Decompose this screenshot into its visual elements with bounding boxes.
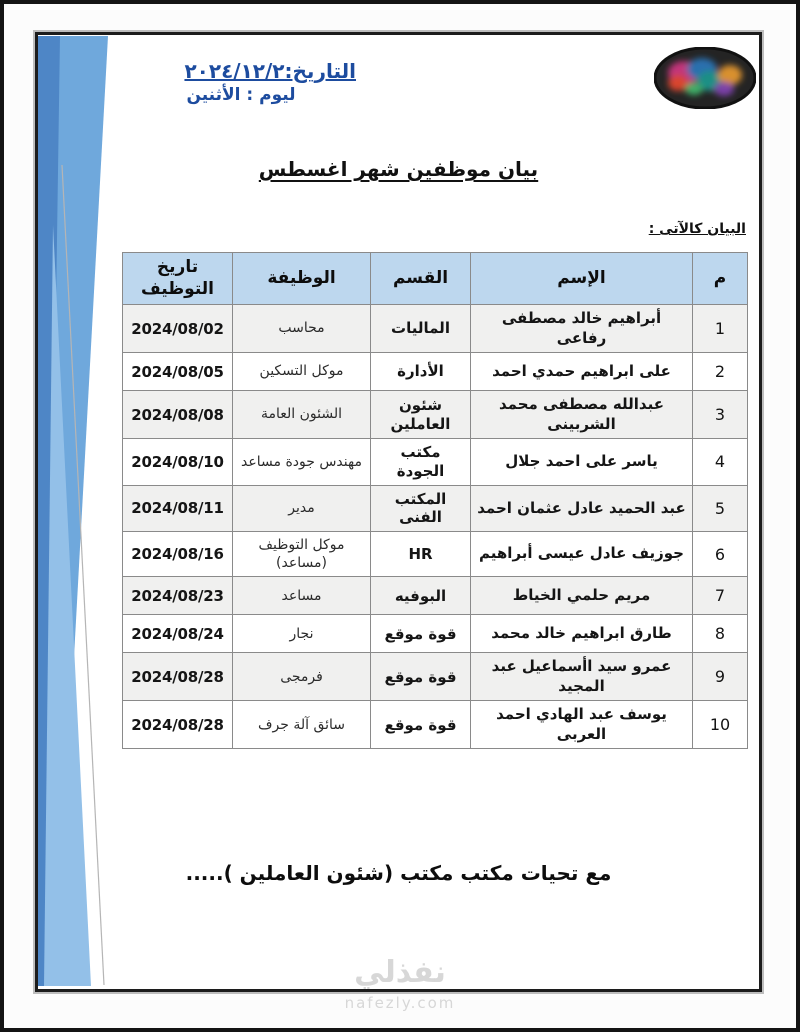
day-line: ليوم : الأثنين — [186, 85, 296, 105]
cell-department: مكتب الجودة — [371, 439, 471, 486]
cell-name: طارق ابراهيم خالد محمد — [471, 615, 693, 653]
cell-department: قوة موقع — [371, 653, 471, 701]
cell-job: مدير — [233, 485, 371, 532]
cell-name: عمرو سيد اأسماعيل عبد المجيد — [471, 653, 693, 701]
table-row — [123, 653, 748, 701]
cell-name: مريم حلمي الخياط — [471, 577, 693, 615]
header-job: الوظيفة — [233, 253, 371, 305]
statement-subtitle: البيان كالآتى : — [648, 221, 746, 237]
date-value: ٢٠٢٤/١٢/٢ — [184, 59, 285, 83]
cell-job: سائق آلة جرف — [233, 701, 371, 749]
cell-name: على ابراهيم حمدي احمد — [471, 353, 693, 391]
cell-department: البوفيه — [371, 577, 471, 615]
cell-job: موكل التوظيف (مساعد) — [233, 532, 371, 577]
table-row — [123, 485, 748, 532]
table-row — [123, 701, 748, 749]
cell-job: مهندس جودة مساعد — [233, 439, 371, 486]
header-name: الإسم — [471, 253, 693, 305]
cell-serial: 3 — [693, 391, 748, 439]
cell-name: أبراهيم خالد مصطفى رفاعى — [471, 305, 693, 353]
cell-name: عبدالله مصطفى محمد الشربينى — [471, 391, 693, 439]
table-row — [123, 615, 748, 653]
date-label: التاريخ: — [284, 59, 356, 83]
table-row — [123, 439, 748, 486]
cell-name: عبد الحميد عادل عثمان احمد — [471, 485, 693, 532]
page-title: بيان موظفين شهر اغسطس — [258, 157, 539, 181]
cell-hire-date: 2024/08/05 — [123, 353, 233, 391]
cell-serial: 10 — [693, 701, 748, 749]
employees-table — [122, 252, 748, 749]
cell-department: الماليات — [371, 305, 471, 353]
cell-hire-date: 2024/08/24 — [123, 615, 233, 653]
cell-department: قوة موقع — [371, 615, 471, 653]
cell-department: الأدارة — [371, 353, 471, 391]
footer-greeting: مع تحيات مكتب مكتب (شئون العاملين )..... — [185, 861, 612, 885]
cell-department: HR — [371, 532, 471, 577]
cell-serial: 5 — [693, 485, 748, 532]
cell-hire-date: 2024/08/08 — [123, 391, 233, 439]
cell-serial: 6 — [693, 532, 748, 577]
cell-job: محاسب — [233, 305, 371, 353]
cell-job: مساعد — [233, 577, 371, 615]
table-row — [123, 305, 748, 353]
cell-job: نجار — [233, 615, 371, 653]
header-serial: م — [693, 253, 748, 305]
cell-name: جوزيف عادل عيسى أبراهيم — [471, 532, 693, 577]
cell-serial: 2 — [693, 353, 748, 391]
cell-job: موكل التسكين — [233, 353, 371, 391]
table-row — [123, 532, 748, 577]
cell-serial: 1 — [693, 305, 748, 353]
cell-job: الشئون العامة — [233, 391, 371, 439]
table-row — [123, 391, 748, 439]
table-row — [123, 353, 748, 391]
watermark-site-text: nafezly.com — [344, 994, 456, 1012]
date-line — [126, 59, 356, 83]
company-logo-icon — [654, 47, 756, 109]
header-hire-date: تاريخ التوظيف — [123, 253, 233, 305]
cell-hire-date: 2024/08/11 — [123, 485, 233, 532]
cell-job: فرمجى — [233, 653, 371, 701]
document-page — [35, 32, 762, 992]
cell-serial: 4 — [693, 439, 748, 486]
header-department: القسم — [371, 253, 471, 305]
table-header-row — [123, 253, 748, 305]
cell-department: شئون العاملين — [371, 391, 471, 439]
cell-hire-date: 2024/08/10 — [123, 439, 233, 486]
employee-table-body — [123, 305, 748, 749]
date-block — [126, 59, 356, 105]
cell-department: المكتب الفنى — [371, 485, 471, 532]
cell-serial: 8 — [693, 615, 748, 653]
cell-serial: 7 — [693, 577, 748, 615]
table-row — [123, 577, 748, 615]
cell-hire-date: 2024/08/16 — [123, 532, 233, 577]
cell-department: قوة موقع — [371, 701, 471, 749]
watermark-logo-text: نفذلي — [354, 955, 446, 990]
cell-hire-date: 2024/08/28 — [123, 653, 233, 701]
cell-serial: 9 — [693, 653, 748, 701]
cell-hire-date: 2024/08/23 — [123, 577, 233, 615]
cell-name: يوسف عبد الهادي احمد العربى — [471, 701, 693, 749]
cell-hire-date: 2024/08/02 — [123, 305, 233, 353]
cell-name: ياسر على احمد جلال — [471, 439, 693, 486]
cell-hire-date: 2024/08/28 — [123, 701, 233, 749]
